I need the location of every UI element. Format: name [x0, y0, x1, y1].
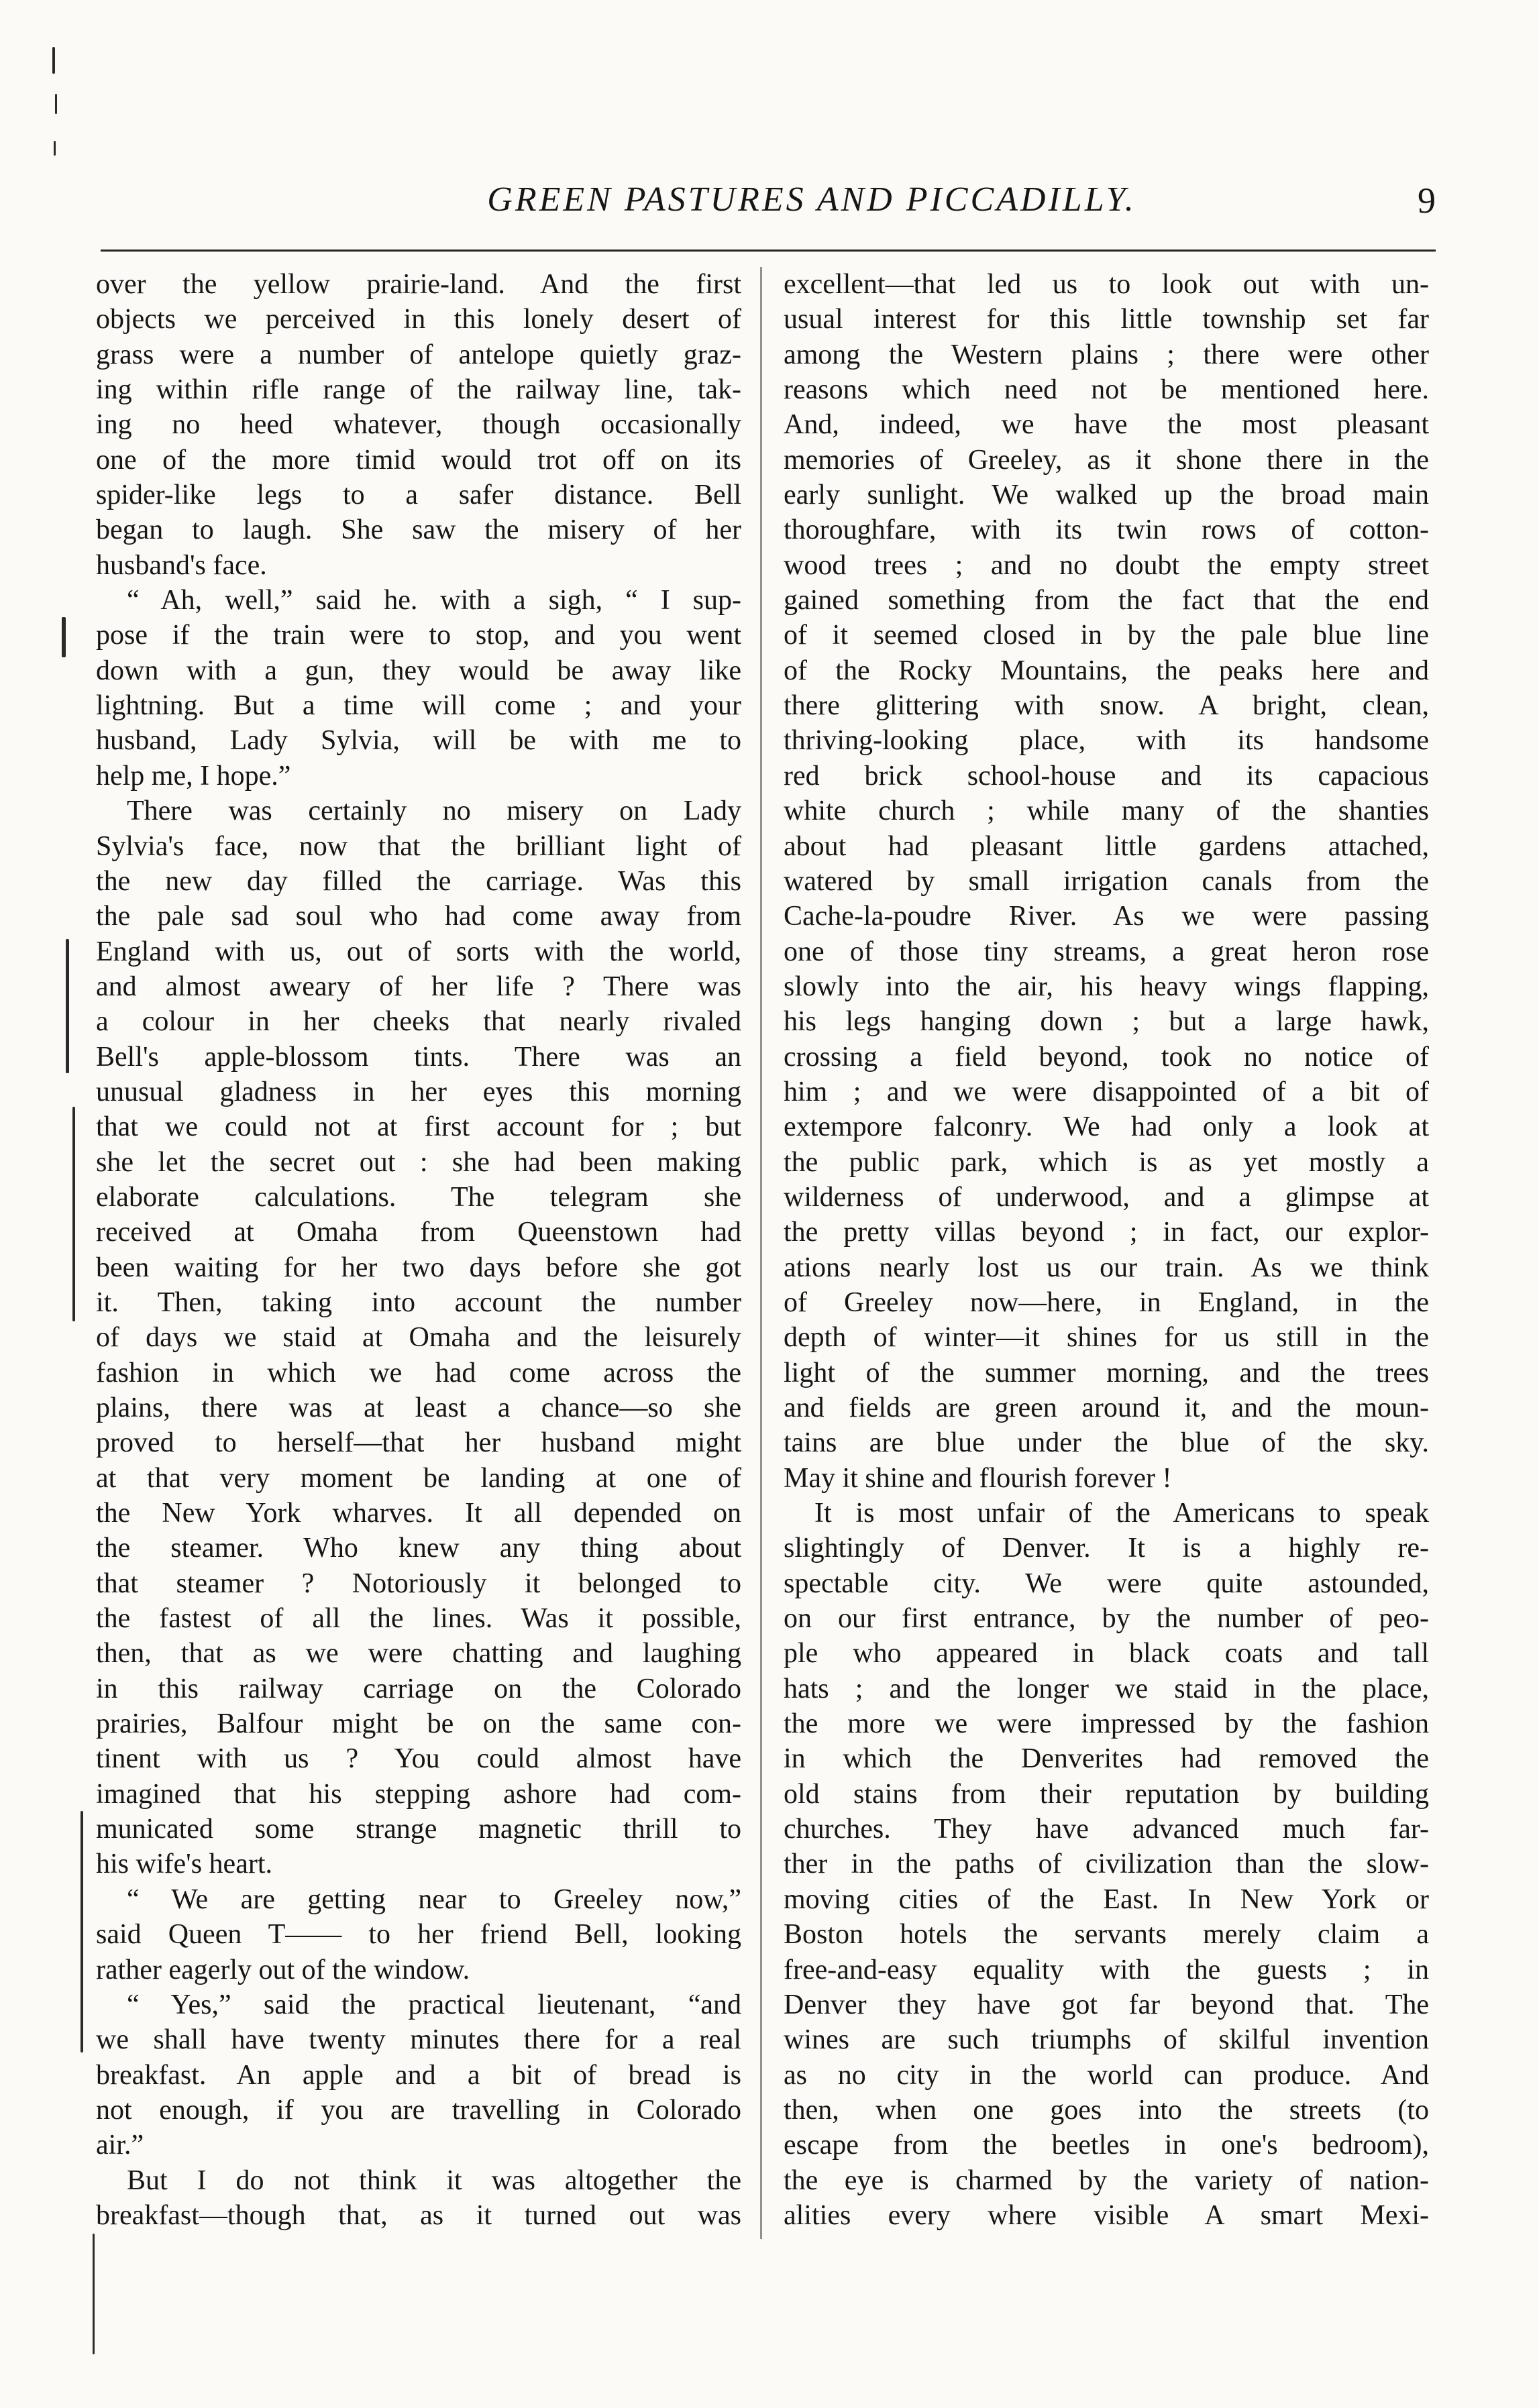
text-line: husband's face. [96, 549, 267, 581]
text-line: elaborate calculations. The telegram she [96, 1181, 741, 1213]
text-line: tinent with us ? You could almost have [96, 1743, 741, 1775]
text-line: spectable city. We were quite astounded, [784, 1568, 1429, 1599]
text-line: been waiting for her two days before she got [96, 1252, 741, 1283]
text-line: in this railway carriage on the Colorado [96, 1673, 741, 1704]
text-line: ing within rifle range of the railway line, tak- [96, 374, 741, 406]
text-line: depth of winter—it shines for us still in the [784, 1322, 1429, 1354]
text-line: down with a gun, they would be away like [96, 655, 741, 686]
text-line: May it shine and flourish forever ! [784, 1462, 1172, 1494]
text-line: hats ; and the longer we staid in the place, [784, 1673, 1429, 1704]
text-line: among the Western plains ; there were other [784, 339, 1429, 370]
text-line: proved to herself—that her husband might [96, 1427, 741, 1459]
text-line: that steamer ? Notoriously it belonged to [96, 1568, 741, 1599]
text-line: England with us, out of sorts with the world, [96, 936, 741, 967]
text-line: of the Rocky Mountains, the peaks here and [784, 655, 1429, 686]
text-line: about had pleasant little gardens attached, [784, 830, 1429, 862]
text-line: air.” [96, 2130, 144, 2161]
text-line: his wife's heart. [96, 1849, 272, 1880]
text-line: thriving-looking place, with its handsome [784, 725, 1429, 757]
text-line: began to laugh. She saw the misery of her [96, 514, 741, 546]
scan-edge-mark [52, 47, 55, 74]
text-line: and fields are green around it, and the moun- [784, 1392, 1429, 1423]
text-line: a colour in her cheeks that nearly rivaled [96, 1006, 741, 1038]
text-line: moving cities of the East. In New York or [784, 1883, 1429, 1915]
text-line: There was certainly no misery on Lady [127, 796, 741, 827]
text-line: of Greeley now—here, in England, in the [784, 1287, 1429, 1318]
text-line: said Queen T—— to her friend Bell, looking [96, 1919, 741, 1951]
text-line: free-and-easy equality with the guests ; in [784, 1954, 1429, 1985]
text-line: husband, Lady Sylvia, will be with me to [96, 725, 741, 757]
text-line: old stains from their reputation by building [784, 1778, 1429, 1810]
text-line: of it seemed closed in by the pale blue line [784, 620, 1429, 651]
text-line: Sylvia's face, now that the brilliant light of [96, 830, 741, 862]
text-line: the eye is charmed by the variety of nation- [784, 2165, 1429, 2196]
scan-edge-mark [81, 1811, 83, 2053]
text-line: And, indeed, we have the most pleasant [784, 409, 1429, 441]
text-line: Bell's apple-blossom tints. There was an [96, 1041, 741, 1073]
text-line: ther in the paths of civilization than the slow- [784, 1849, 1429, 1880]
text-line: “ We are getting near to Greeley now,” [127, 1883, 741, 1915]
text-line: the fastest of all the lines. Was it possible, [96, 1603, 741, 1635]
text-line: the new day filled the carriage. Was this [96, 865, 741, 897]
text-line: rather eagerly out of the window. [96, 1954, 470, 1985]
text-line: Cache-la-poudre River. As we were passing [784, 901, 1429, 932]
text-line: help me, I hope.” [96, 760, 291, 791]
column-divider [760, 267, 762, 2239]
scan-edge-mark [93, 2234, 95, 2354]
text-line: unusual gladness in her eyes this morning [96, 1076, 741, 1107]
text-line: of days we staid at Omaha and the leisurely [96, 1322, 741, 1354]
text-line: the public park, which is as yet mostly a [784, 1146, 1429, 1178]
text-line: escape from the beetles in one's bedroom), [784, 2130, 1429, 2161]
text-line: memories of Greeley, as it shone there in the [784, 444, 1429, 476]
text-line: lightning. But a time will come ; and your [96, 690, 741, 722]
text-line: watered by small irrigation canals from the [784, 865, 1429, 897]
text-line: Boston hotels the servants merely claim a [784, 1919, 1429, 1951]
text-line: prairies, Balfour might be on the same con- [96, 1708, 741, 1740]
text-line: breakfast—though that, as it turned out was [96, 2199, 741, 2231]
text-line: extempore falconry. We had only a look at [784, 1111, 1429, 1143]
text-line: breakfast. An apple and a bit of bread is [96, 2059, 741, 2091]
text-line: one of those tiny streams, a great heron rose [784, 936, 1429, 967]
text-line: excellent—that led us to look out with un- [784, 269, 1429, 300]
text-line: not enough, if you are travelling in Colorado [96, 2094, 741, 2126]
text-line: that we could not at first account for ; but [96, 1111, 741, 1143]
text-line: spider-like legs to a safer distance. Bell [96, 480, 741, 511]
text-line: But I do not think it was altogether the [127, 2165, 741, 2196]
text-line: crossing a field beyond, took no notice of [784, 1041, 1429, 1073]
text-line: thoroughfare, with its twin rows of cotton- [784, 514, 1429, 546]
text-line: as no city in the world can produce. And [784, 2059, 1429, 2091]
text-line: then, when one goes into the streets (to [784, 2094, 1429, 2126]
text-line: It is most unfair of the Americans to speak [814, 1498, 1429, 1529]
text-line: slowly into the air, his heavy wings flapping, [784, 971, 1429, 1002]
page-number: 9 [1418, 180, 1436, 221]
scan-edge-mark [62, 617, 66, 657]
text-line: Denver they have got far beyond that. The [784, 1989, 1429, 2020]
header-rule [101, 250, 1436, 252]
text-line: fashion in which we had come across the [96, 1357, 741, 1388]
scan-edge-mark [72, 1107, 75, 1321]
left-text-column [96, 267, 741, 2233]
text-line: the New York wharves. It all depended on [96, 1498, 741, 1529]
text-line: usual interest for this little township set far [784, 304, 1429, 335]
text-line: reasons which need not be mentioned here. [784, 374, 1429, 406]
text-line: ple who appeared in black coats and tall [784, 1638, 1429, 1670]
text-line: she let the secret out : she had been making [96, 1146, 741, 1178]
text-line: on our first entrance, by the number of peo- [784, 1603, 1429, 1635]
text-line: one of the more timid would trot off on its [96, 444, 741, 476]
text-line: gained something from the fact that the end [784, 585, 1429, 616]
text-line: we shall have twenty minutes there for a real [96, 2024, 741, 2056]
text-line: churches. They have advanced much far- [784, 1814, 1429, 1845]
text-line: him ; and we were disappointed of a bit of [784, 1076, 1429, 1107]
text-line: early sunlight. We walked up the broad main [784, 480, 1429, 511]
scan-edge-mark [54, 141, 56, 156]
text-line: and almost aweary of her life ? There was [96, 971, 741, 1002]
text-line: “ Yes,” said the practical lieutenant, “and [127, 1989, 741, 2020]
text-line: the pale sad soul who had come away from [96, 901, 741, 932]
text-line: pose if the train were to stop, and you went [96, 620, 741, 651]
page-header [94, 180, 1436, 233]
text-line: then, that as we were chatting and laughing [96, 1638, 741, 1670]
text-line: the steamer. Who knew any thing about [96, 1533, 741, 1564]
scan-edge-mark [66, 939, 69, 1073]
text-line: received at Omaha from Queenstown had [96, 1217, 741, 1248]
text-line: it. Then, taking into account the number [96, 1287, 741, 1318]
text-line: plains, there was at least a chance—so she [96, 1392, 741, 1423]
text-line: tains are blue under the blue of the sky. [784, 1427, 1429, 1459]
text-line: municated some strange magnetic thrill to [96, 1814, 741, 1845]
text-line: white church ; while many of the shanties [784, 796, 1429, 827]
text-line: the more we were impressed by the fashion [784, 1708, 1429, 1740]
text-line: alities every where visible A smart Mexi- [784, 2199, 1429, 2231]
text-line: light of the summer morning, and the trees [784, 1357, 1429, 1388]
text-line: “ Ah, well,” said he. with a sigh, “ I sup- [127, 585, 741, 616]
text-line: over the yellow prairie-land. And the first [96, 269, 741, 300]
running-title: GREEN PASTURES AND PICCADILLY. [487, 180, 1136, 219]
right-text-column [784, 267, 1429, 2233]
text-line: grass were a number of antelope quietly graz- [96, 339, 741, 370]
text-line: red brick school-house and its capacious [784, 760, 1429, 791]
text-line: objects we perceived in this lonely desert of [96, 304, 741, 335]
text-line: ations nearly lost us our train. As we think [784, 1252, 1429, 1283]
text-line: wilderness of underwood, and a glimpse at [784, 1181, 1429, 1213]
text-line: at that very moment be landing at one of [96, 1462, 741, 1494]
text-line: wines are such triumphs of skilful invention [784, 2024, 1429, 2056]
text-line: in which the Denverites had removed the [784, 1743, 1429, 1775]
text-line: the pretty villas beyond ; in fact, our explor- [784, 1217, 1429, 1248]
text-line: his legs hanging down ; but a large hawk, [784, 1006, 1429, 1038]
text-line: imagined that his stepping ashore had com- [96, 1778, 741, 1810]
text-line: slightingly of Denver. It is a highly re- [784, 1533, 1429, 1564]
text-line: there glittering with snow. A bright, clean, [784, 690, 1429, 722]
scan-edge-mark [55, 94, 57, 114]
text-line: wood trees ; and no doubt the empty street [784, 549, 1429, 581]
text-line: ing no heed whatever, though occasionally [96, 409, 741, 441]
